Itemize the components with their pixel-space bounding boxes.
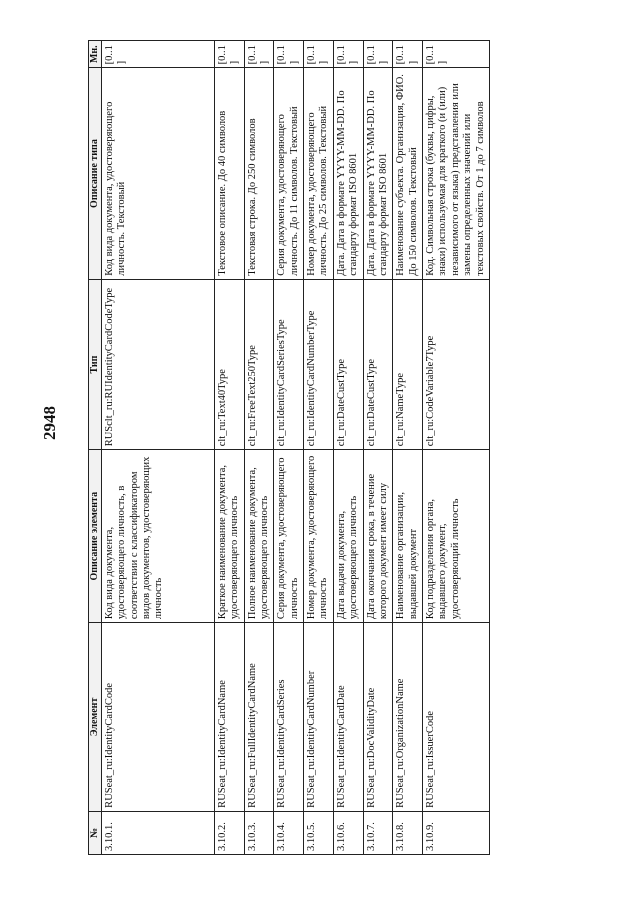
row-multiplicity: [0..1] (393, 41, 423, 68)
row-type-description: Серия документа, удостоверяющего личность. До 11 символов. Текстовый (274, 68, 304, 279)
row-description: Номер документа, удостоверяющего личность (304, 450, 334, 623)
row-type: clt_ru:NameType (393, 279, 423, 450)
table-row (214, 41, 244, 855)
row-description: Дата выдачи документа, удостоверяющего личность (333, 450, 363, 623)
table-header-row (89, 41, 102, 855)
row-type: clt_ru:IdentityCardSeriesType (274, 279, 304, 450)
table-row (333, 41, 363, 855)
row-type: clt_ru:CodeVariable7Type (423, 279, 490, 450)
row-number: 3.10.2. (214, 811, 244, 854)
table-row (393, 41, 423, 855)
row-number: 3.10.4. (274, 811, 304, 854)
page-number: 2948 (40, 406, 59, 440)
table-row (423, 41, 490, 855)
row-number: 3.10.6. (333, 811, 363, 854)
row-multiplicity: [0..1] (244, 41, 274, 68)
row-element: RUSeat_ru:IdentityCardSeries (274, 623, 304, 812)
row-number: 3.10.9. (423, 811, 490, 854)
row-description: Код подразделения органа, выдавшего документ, удостоверяющий личность (423, 450, 490, 623)
header-multiplicity: Мн. (89, 41, 102, 68)
element-table (88, 40, 490, 855)
table-row (244, 41, 274, 855)
row-element: RUSeat_ru:IdentityCardName (214, 623, 244, 812)
row-type-description: Дата. Дата в формате YYYY-MM-DD. По стандарту формат ISO 8601 (333, 68, 363, 279)
row-description: Серия документа, удостоверяющего личность (274, 450, 304, 623)
row-type-description: Наименование субъекта. Организация, ФИО. До 150 символов. Текстовый (393, 68, 423, 279)
row-element: RUSeat_ru:OrganizationName (393, 623, 423, 812)
row-type: clt_ru:Text40Type (214, 279, 244, 450)
header-element: Элемент (89, 623, 102, 812)
row-type: clt_ru:DateCustType (363, 279, 393, 450)
row-element: RUSeat_ru:IdentityCardCode (101, 623, 214, 812)
row-element: RUSeat_ru:IssuerCode (423, 623, 490, 812)
row-number: 3.10.8. (393, 811, 423, 854)
row-type-description: Текстовая строка. До 250 символов (244, 68, 274, 279)
row-element: RUSeat_ru:IdentityCardDate (333, 623, 363, 812)
row-type: clt_ru:FreeText250Type (244, 279, 274, 450)
row-multiplicity: [0..1] (274, 41, 304, 68)
row-type: RUSclt_ru:RUIdentityCardCodeType (101, 279, 214, 450)
row-multiplicity: [0..1] (214, 41, 244, 68)
row-description: Код вида документа, удостоверяющего личность, в соответствии с классификатором видов документов, удостоверяющих личность (101, 450, 214, 623)
table-row (363, 41, 393, 855)
row-description: Полное наименование документа, удостоверяющего личность (244, 450, 274, 623)
header-type: Тип (89, 279, 102, 450)
table-row (304, 41, 334, 855)
row-type-description: Номер документа, удостоверяющего личность. До 25 символов. Текстовый (304, 68, 334, 279)
row-type: clt_ru:DateCustType (333, 279, 363, 450)
row-type-description: Код. Символьная строка (буквы, цифры, знаки) используемая для краткого (и (или) независимого от языка) представления или замены определенных значений или текстовых свойств. От 1 до 7 символов (423, 68, 490, 279)
row-description: Наименование организации, выдавшей документ (393, 450, 423, 623)
row-multiplicity: [0..1] (101, 41, 214, 68)
table-body (101, 41, 489, 855)
row-element: RUSeat_ru:FullIdentityCardName (244, 623, 274, 812)
header-type-description: Описание типа (89, 68, 102, 279)
row-type-description: Код вида документа, удостоверяющего личность. Текстовый (101, 68, 214, 279)
table-row (274, 41, 304, 855)
row-number: 3.10.3. (244, 811, 274, 854)
row-type-description: Текстовое описание. До 40 символов (214, 68, 244, 279)
row-number: 3.10.7. (363, 811, 393, 854)
row-element: RUSeat_ru:IdentityCardNumber (304, 623, 334, 812)
row-type-description: Дата. Дата в формате YYYY-MM-DD. По стандарту формат ISO 8601 (363, 68, 393, 279)
row-multiplicity: [0..1] (333, 41, 363, 68)
row-description: Краткое наименование документа, удостоверяющего личность (214, 450, 244, 623)
row-type: clt_ru:IdentityCardNumberType (304, 279, 334, 450)
header-number: № (89, 811, 102, 854)
table-row (101, 41, 214, 855)
row-element: RUSeat_ru:DocValidityDate (363, 623, 393, 812)
row-number: 3.10.1. (101, 811, 214, 854)
row-multiplicity: [0..1] (363, 41, 393, 68)
row-multiplicity: [0..1] (423, 41, 490, 68)
row-number: 3.10.5. (304, 811, 334, 854)
row-description: Дата окончания срока, в течение которого документ имеет силу (363, 450, 393, 623)
row-multiplicity: [0..1] (304, 41, 334, 68)
header-element-description: Описание элемента (89, 450, 102, 623)
rotated-table-container (88, 40, 568, 855)
